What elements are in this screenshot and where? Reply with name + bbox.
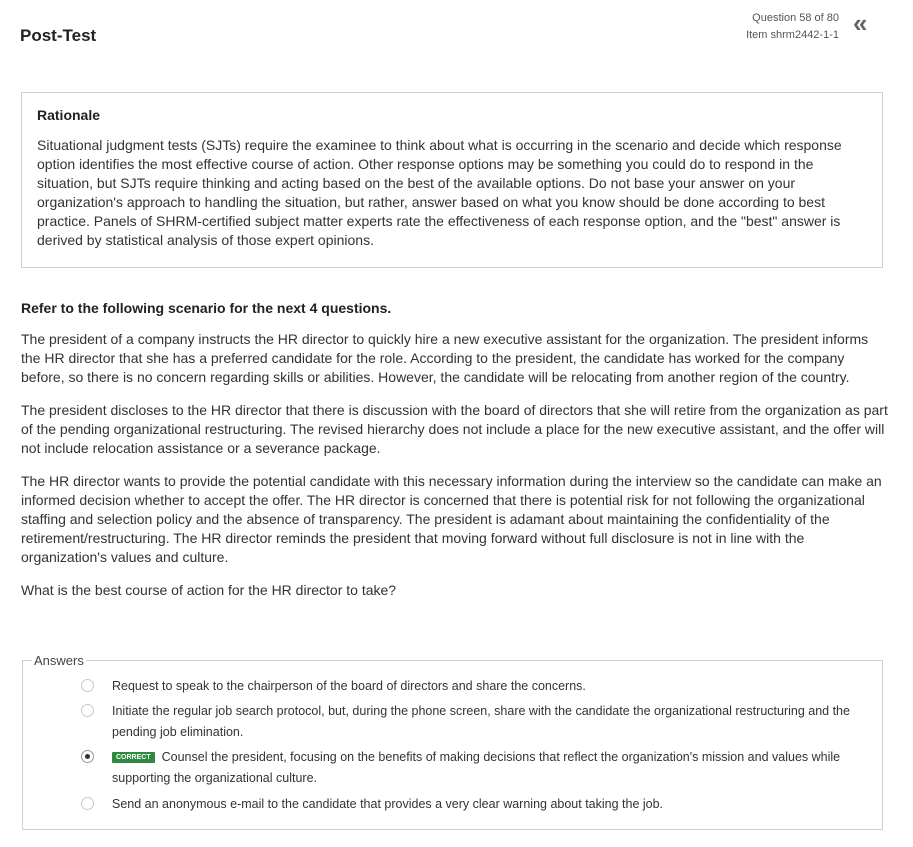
question-counter: Question 58 of 80 [752, 12, 839, 24]
rationale-panel [21, 92, 883, 268]
answer-option-4[interactable] [83, 794, 863, 815]
page-header [0, 0, 913, 70]
scenario-heading: Refer to the following scenario for the next 4 questions. [21, 300, 392, 316]
question-text: What is the best course of action for the HR director to take? [21, 582, 397, 598]
answer-option-3[interactable] [83, 747, 863, 789]
answer-text: Request to speak to the chairperson of the board of directors and share the concerns. [112, 679, 586, 693]
answer-option-2[interactable] [83, 701, 863, 743]
radio-button[interactable] [81, 797, 94, 810]
double-chevron-left-icon[interactable]: « [853, 8, 862, 38]
answers-fieldset [22, 653, 883, 830]
item-id: Item shrm2442-1-1 [746, 29, 839, 41]
scenario-paragraph: The HR director wants to provide the potential candidate with this necessary information during the interview so the candidate can make an informed decision whether to accept the offer. The HR director is concerned that there is potential risk for not following the organizational staffing and selection policy and the absence of transparency. The president is adamant about maintaining the confidentiality of the retirement/restructuring. The HR director reminds the president that moving forward without full disclosure is not in line with the organization's values and culture. [21, 473, 882, 565]
answer-option-1[interactable] [83, 676, 863, 697]
rationale-title: Rationale [37, 107, 101, 123]
correct-badge: CORRECT [112, 752, 155, 763]
radio-button-selected[interactable] [81, 750, 94, 763]
answer-text: Send an anonymous e-mail to the candidate that provides a very clear warning about taking the job. [112, 797, 664, 811]
scenario-section [21, 300, 889, 600]
page-title: Post-Test [20, 26, 97, 45]
question-info [746, 10, 839, 44]
scenario-paragraph: The president of a company instructs the HR director to quickly hire a new executive assistant for the organization. The president informs the HR director that she has a preferred candidate for the role. According to the president, the candidate has worked for the company before, so there is no concern regarding skills or abilities. However, the candidate will be relocating from another region of the country. [21, 331, 869, 385]
scenario-paragraph: The president discloses to the HR director that there is discussion with the board of directors that she will retire from the organization as part of the pending organizational restructuring. The revised hierarchy does not include a place for the new executive assistant, and the offer will not include relocation assistance or a severance package. [21, 402, 888, 456]
answer-text: Initiate the regular job search protocol, but, during the phone screen, share with the candidate the organizational restructuring and the pending job elimination. [112, 704, 850, 739]
radio-button[interactable] [81, 704, 94, 717]
answer-text: Counsel the president, focusing on the benefits of making decisions that reflect the organization's mission and values while supporting the organizational culture. [112, 750, 841, 785]
rationale-text: Situational judgment tests (SJTs) require the examinee to think about what is occurring in the scenario and decide which response option identifies the most effective course of action. Other response options may be something you could do to respond in the situation, but SJTs require thinking and acting based on the best of the available options. Do not base your answer on your organization's approach to handling the situation, but rather, answer based on what you know should be done according to best practice. Panels of SHRM-certified subject matter experts rate the effectiveness of each response option, and the "best" answer is derived by statistical analysis of those expert opinions. [37, 137, 842, 248]
answer-text-wrapper [112, 747, 863, 789]
answers-legend: Answers [34, 653, 84, 668]
radio-button[interactable] [81, 679, 94, 692]
